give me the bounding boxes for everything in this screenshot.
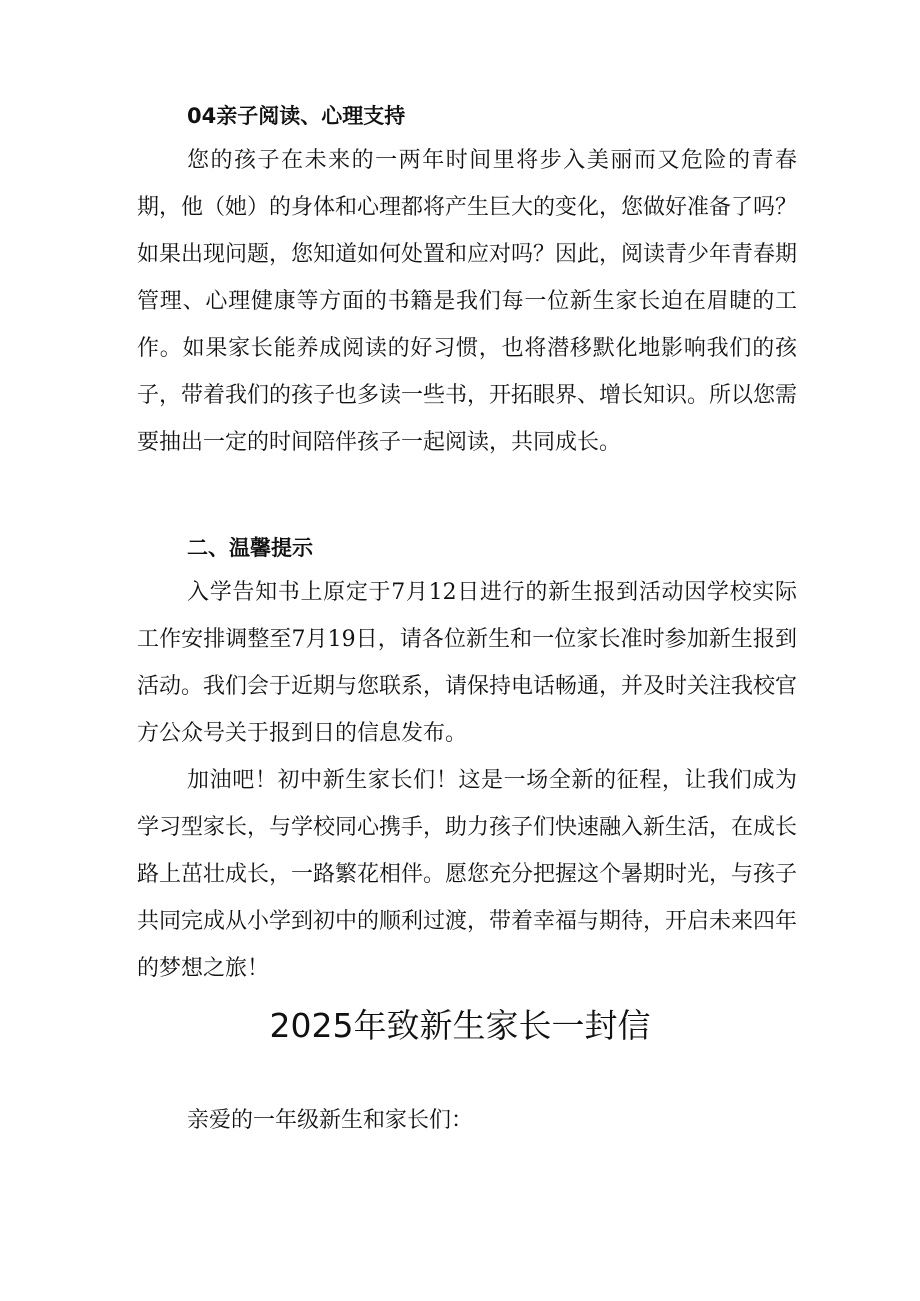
paragraph-reading: 您的孩子在未来的一两年时间里将步入美丽而又危险的青春期，他（她）的身体和心理都将产生巨大的变化，您做好准备了吗？如果出现问题，您知道如何处置和应对吗？因此，阅读青少年青春期管理、心理健康等方面的书籍是我们每一位新生家长迫在眉睫的工作。如果家长能养成阅读的好习惯，也将潜移默化地影响我们的孩子，带着我们的孩子也多读一些书，开拓眼界、增长知识。所以您需要抽出一定的时间陪伴孩子一起阅读，共同成长。	[137, 148, 798, 455]
section-heading-reading: 04亲子阅读、心理支持	[187, 104, 406, 128]
section-tips	[137, 533, 797, 992]
letter-title: 2025年致新生家长一封信	[269, 1006, 651, 1045]
section-reading	[137, 101, 797, 466]
paragraph-tips-2: 加油吧！初中新生家长们！这是一场全新的征程，让我们成为学习型家长，与学校同心携手，助力孩子们快速融入新生活，在成长路上茁壮成长，一路繁花相伴。愿您充分把握这个暑期时光，与孩子共同完成从小学到初中的顺利过渡，带着幸福与期待，开启未来四年的梦想之旅！	[137, 768, 798, 981]
letter-body	[137, 1097, 797, 1144]
paragraph-tips-1: 入学告知书上原定于7月12日进行的新生报到活动因学校实际工作安排调整至7月19日，请各位新生和一位家长准时参加新生报到活动。我们会于近期与您联系，请保持电话畅通，并及时关注我校官方公众号关于报到日的信息发布。	[137, 580, 798, 746]
section-heading-tips: 二、温馨提示	[187, 536, 313, 560]
letter-salutation: 亲爱的一年级新生和家长们：	[187, 1108, 474, 1133]
